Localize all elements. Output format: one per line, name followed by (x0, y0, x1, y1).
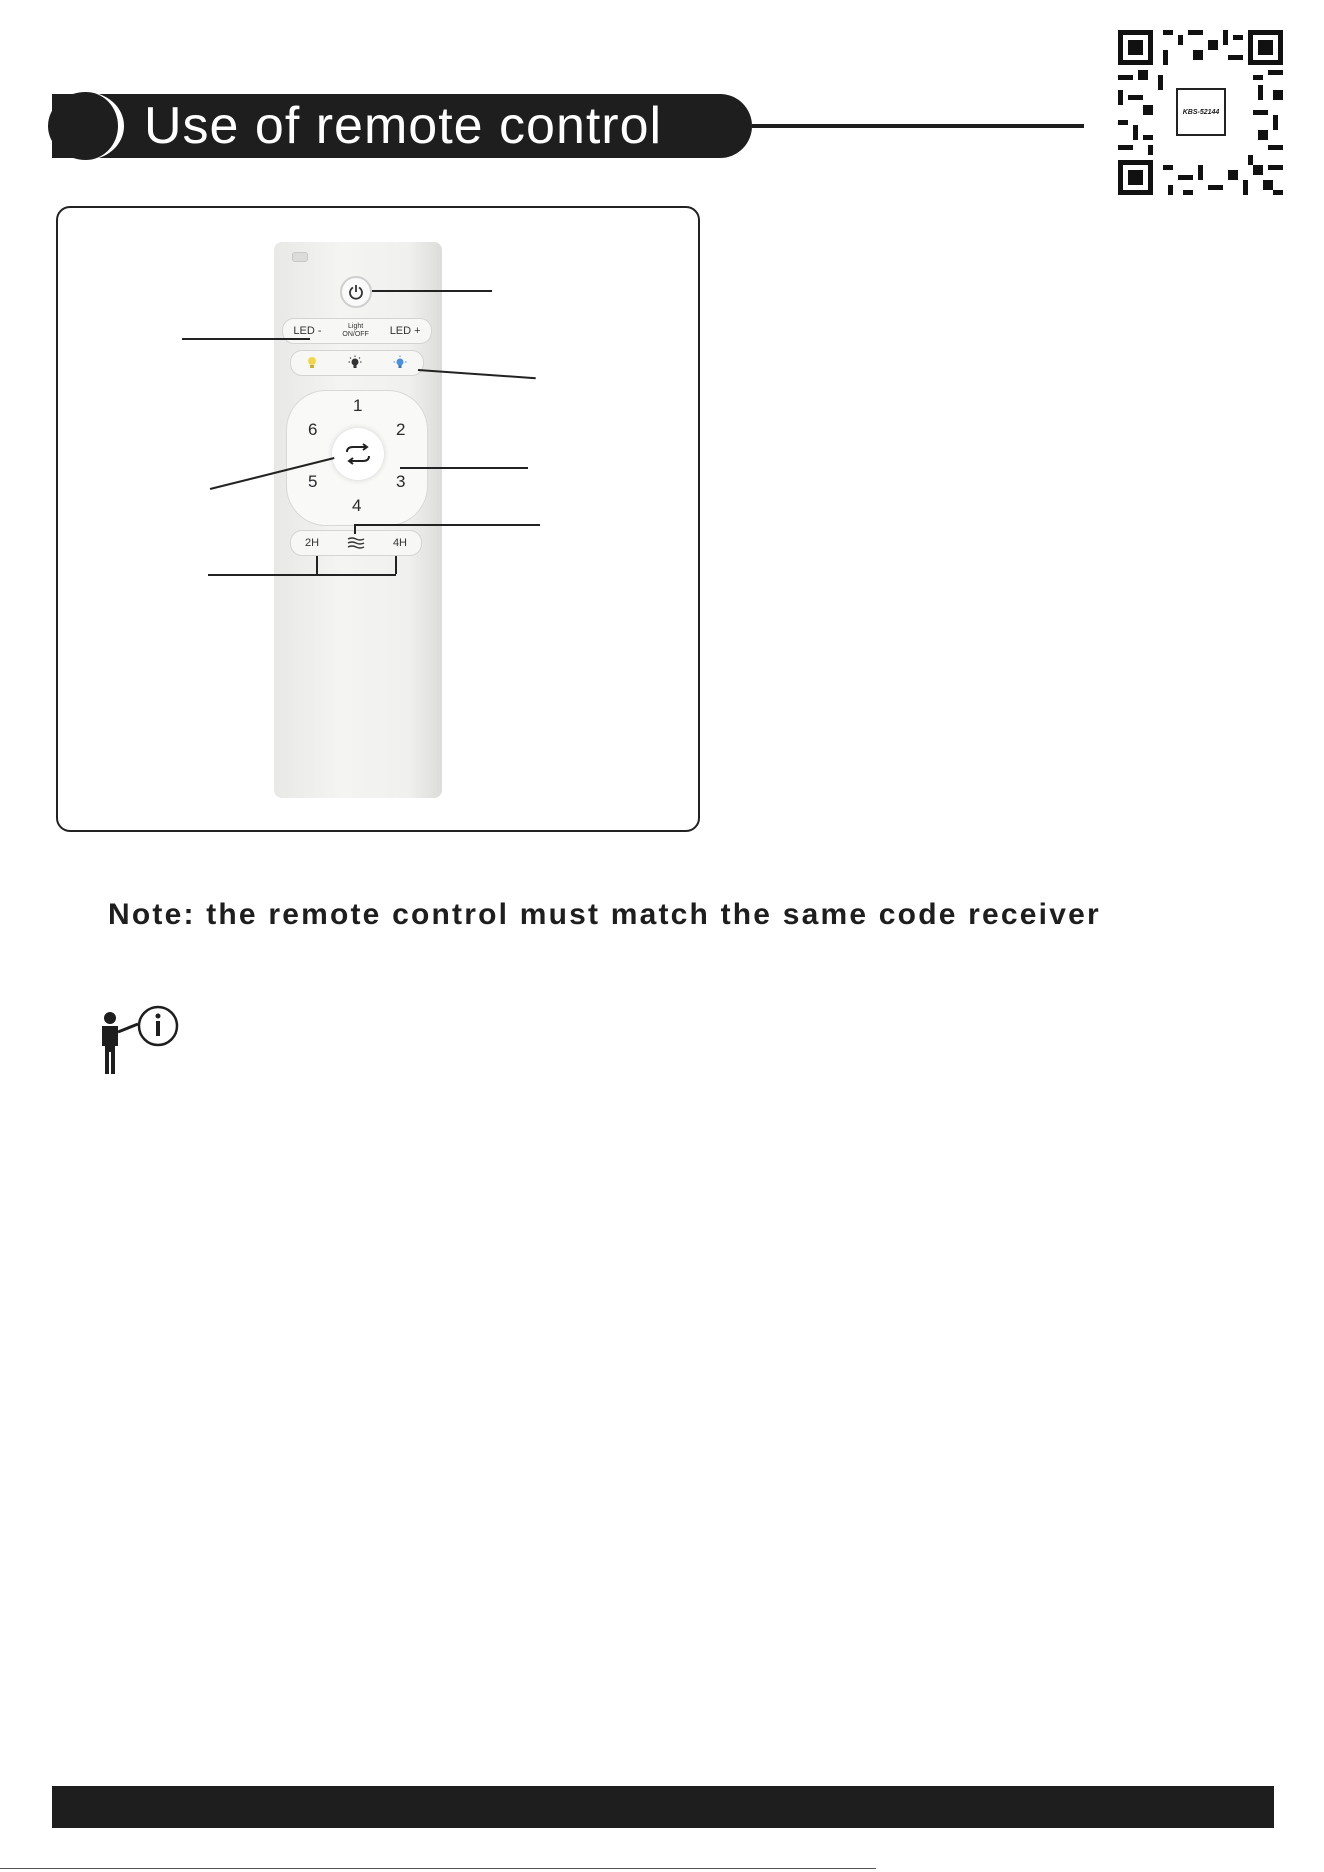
callout-line-led (182, 338, 310, 340)
light-label-top: Light (348, 323, 364, 330)
timer-4h-button[interactable]: 4H (392, 537, 407, 549)
color-temperature-row (290, 350, 424, 376)
footer-bar (52, 1786, 1274, 1828)
callout-stem-2h (316, 556, 318, 574)
neutral-light-bulb-icon[interactable] (347, 355, 363, 371)
speed-button-5[interactable]: 5 (308, 472, 318, 491)
qr-model-label: KBS-52144 (1176, 88, 1226, 136)
callout-line-power (372, 290, 492, 292)
callout-stem-breeze (354, 524, 356, 534)
information-person-icon (94, 1002, 182, 1078)
title-rule (752, 124, 1084, 128)
light-label-bottom: ON/OFF (342, 331, 369, 338)
led-plus-button[interactable]: LED + (389, 325, 421, 337)
speed-button-6[interactable]: 6 (308, 420, 318, 439)
callout-line-speed (400, 467, 528, 469)
callout-line-breeze (354, 524, 540, 526)
breeze-icon[interactable] (347, 536, 365, 550)
reverse-direction-icon (343, 443, 373, 465)
timer-row (290, 530, 422, 556)
callout-line-timer (208, 574, 396, 576)
title-bullet (48, 92, 124, 160)
direction-button[interactable] (332, 428, 384, 480)
led-minus-button[interactable]: LED - (293, 325, 322, 337)
speed-button-1[interactable]: 1 (353, 396, 363, 415)
power-button[interactable] (340, 276, 372, 308)
speed-button-3[interactable]: 3 (396, 472, 406, 491)
speed-button-2[interactable]: 2 (396, 420, 406, 439)
power-icon (347, 283, 365, 301)
led-control-row (282, 318, 432, 344)
remote-indicator-led (292, 252, 308, 262)
cool-light-bulb-icon[interactable] (392, 355, 408, 371)
warm-light-bulb-icon[interactable] (306, 356, 318, 370)
timer-2h-button[interactable]: 2H (304, 537, 320, 549)
page-title: Use of remote control (144, 97, 663, 155)
note-text: Note: the remote control must match the same code receiver (108, 898, 1101, 931)
light-onoff-button[interactable] (342, 323, 368, 339)
speed-button-4[interactable]: 4 (352, 496, 362, 515)
bottom-rule (0, 1868, 876, 1869)
callout-stem-4h (395, 556, 397, 574)
